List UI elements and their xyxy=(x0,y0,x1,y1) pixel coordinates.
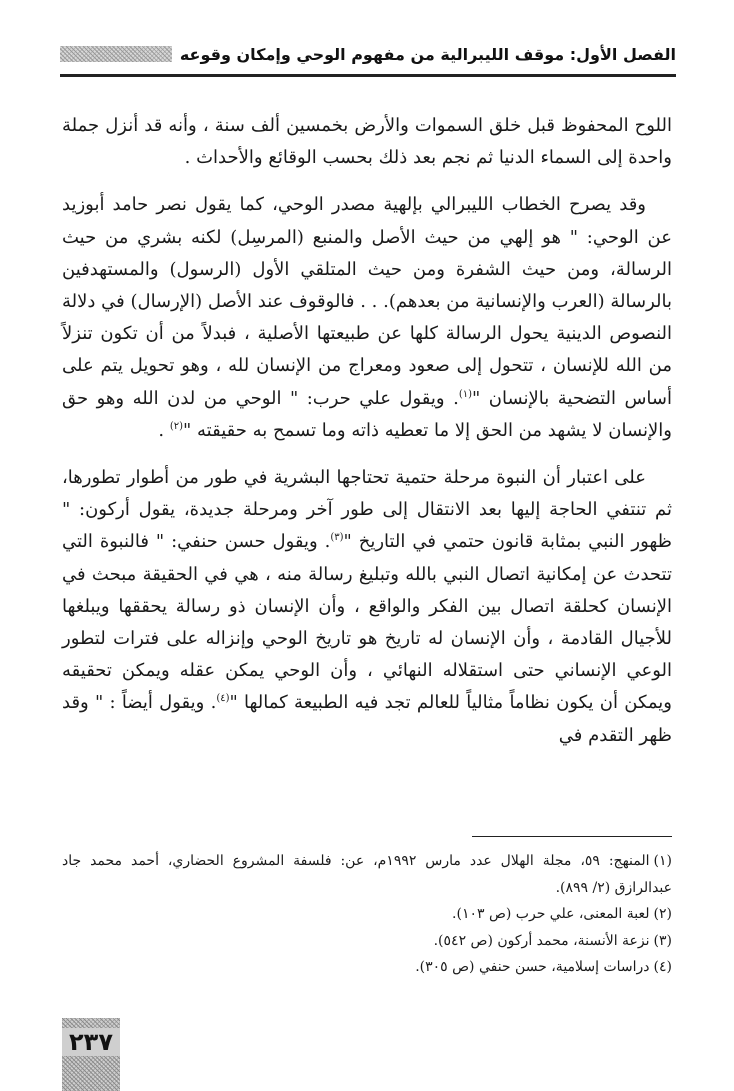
footnote-text: نزعة الأنسنة، محمد أركون (ص ٥٤٢). xyxy=(433,932,650,949)
footnote-ref-1[interactable]: (١) xyxy=(458,388,472,400)
footnote-4 xyxy=(62,954,672,981)
footnote-number: (٢) xyxy=(653,906,672,922)
paragraph-2 xyxy=(62,189,672,447)
paragraph-3 xyxy=(62,462,672,752)
page-number-tab xyxy=(62,1018,120,1091)
page-number: ٢٣٧ xyxy=(62,1028,120,1056)
footnote-ref-2[interactable]: (٢) xyxy=(169,420,184,432)
footnote-number: (٣) xyxy=(653,932,672,949)
footnote-text: دراسات إسلامية، حسن حنفي (ص ٣٠٥). xyxy=(415,959,650,975)
footnote-3 xyxy=(62,928,672,955)
footnote-ref-3[interactable]: (٣) xyxy=(330,532,344,544)
paragraph-1 xyxy=(62,110,672,174)
paragraph-2-text-c: . xyxy=(158,419,170,441)
footnote-1 xyxy=(62,848,672,901)
footnote-text: لعبة المعنى، علي حرب (ص ١٠٣). xyxy=(452,906,650,922)
footnote-divider xyxy=(472,836,672,837)
paragraph-1-text: اللوح المحفوظ قبل خلق السموات والأرض بخمسين ألف سنة ، وأنه قد أنزل جملة واحدة إلى السماء الدنيا ثم نجم بعد ذلك بحسب الوقائع والأحداث . xyxy=(62,115,672,169)
footnote-number: (٤) xyxy=(653,959,672,975)
paragraph-3-text-c: . ويقول أيضاً : " وقد ظهر التقدم في xyxy=(62,692,672,746)
paragraph-3-text-b: . ويقول حسن حنفي: " فالنبوة التي تتحدث عن إمكانية اتصال النبي بالله وتبليغ رسالة منه ، هي في الحقيقة مبحث في الإنسان كحلقة اتصال بين الفكر والواقع ، وأن الإنسان ذو رسالة يحققها ويبلغها للأجيال القادمة ، وأن الإنسان له تاريخ هو تاريخ الوحي وإنزاله على فترات لتطور الوعي الإنساني حتى استقلاله النهائي ، وأن الوحي يمكن عقله ويمكن تحقيقه ويمكن أن يكون نظاماً مثالياً للعالم تجد فيه الطبيعة كمالها " xyxy=(62,531,672,714)
header-hatch-ornament xyxy=(60,46,172,62)
running-header xyxy=(60,34,676,77)
footnote-ref-4[interactable]: (٤) xyxy=(216,693,230,705)
paragraph-3-text-a: على اعتبار أن النبوة مرحلة حتمية تحتاجها البشرية في طور من أطوار تطورها، ثم تنتفي الحاجة إليها بعد الانتقال إلى طور آخر ومرحلة جديدة، يقول أركون: " ظهور النبي بمثابة قانون حتمي في التاريخ " xyxy=(62,467,672,553)
paragraph-2-text-a: وقد يصرح الخطاب الليبرالي بإلهية مصدر الوحي، كما يقول نصر حامد أبوزيد عن الوحي: " هو إلهي من حيث الأصل والمنبع (المرسِل) لكنه بشري من حيث الرسالة، ومن حيث الشفرة ومن حيث المتلقي الأول (الرسول) والمستهدفين بالرسالة (العرب والإنسانية من بعدهم). . . فالوقوف عند الأصل (الإرسال) في دلالة النصوص الدينية يحول الرسالة كلها عن طبيعتها الأصلية ، فبدلاً من أن تكون تنزلاً من الله للإنسان ، تتحول إلى صعود ومعراج من الإنسان لله ، وهو تحويل يتم على أساس التضحية بالإنسان " xyxy=(62,194,672,409)
chapter-title: الفصل الأول: موقف الليبرالية من مفهوم الوحي وإمكان وقوعه xyxy=(179,44,676,64)
body-text xyxy=(62,110,672,767)
footnote-2 xyxy=(62,901,672,928)
footnotes xyxy=(62,848,672,981)
paragraph-2-text-b: . ويقول علي حرب: " الوحي من لدن الله وهو حق والإنسان لا يشهد من الحق إلا ما تعطيه ذاته وما تسمح به حقيقته " xyxy=(62,387,672,441)
footnote-text: المنهج: ٥٩، مجلة الهلال عدد مارس ١٩٩٢م، عن: فلسفة المشروع الحضاري، أحمد محمد جاد عبدالرازق (٢/ ٨٩٩). xyxy=(62,853,672,896)
footnote-number: (١) xyxy=(653,853,672,869)
